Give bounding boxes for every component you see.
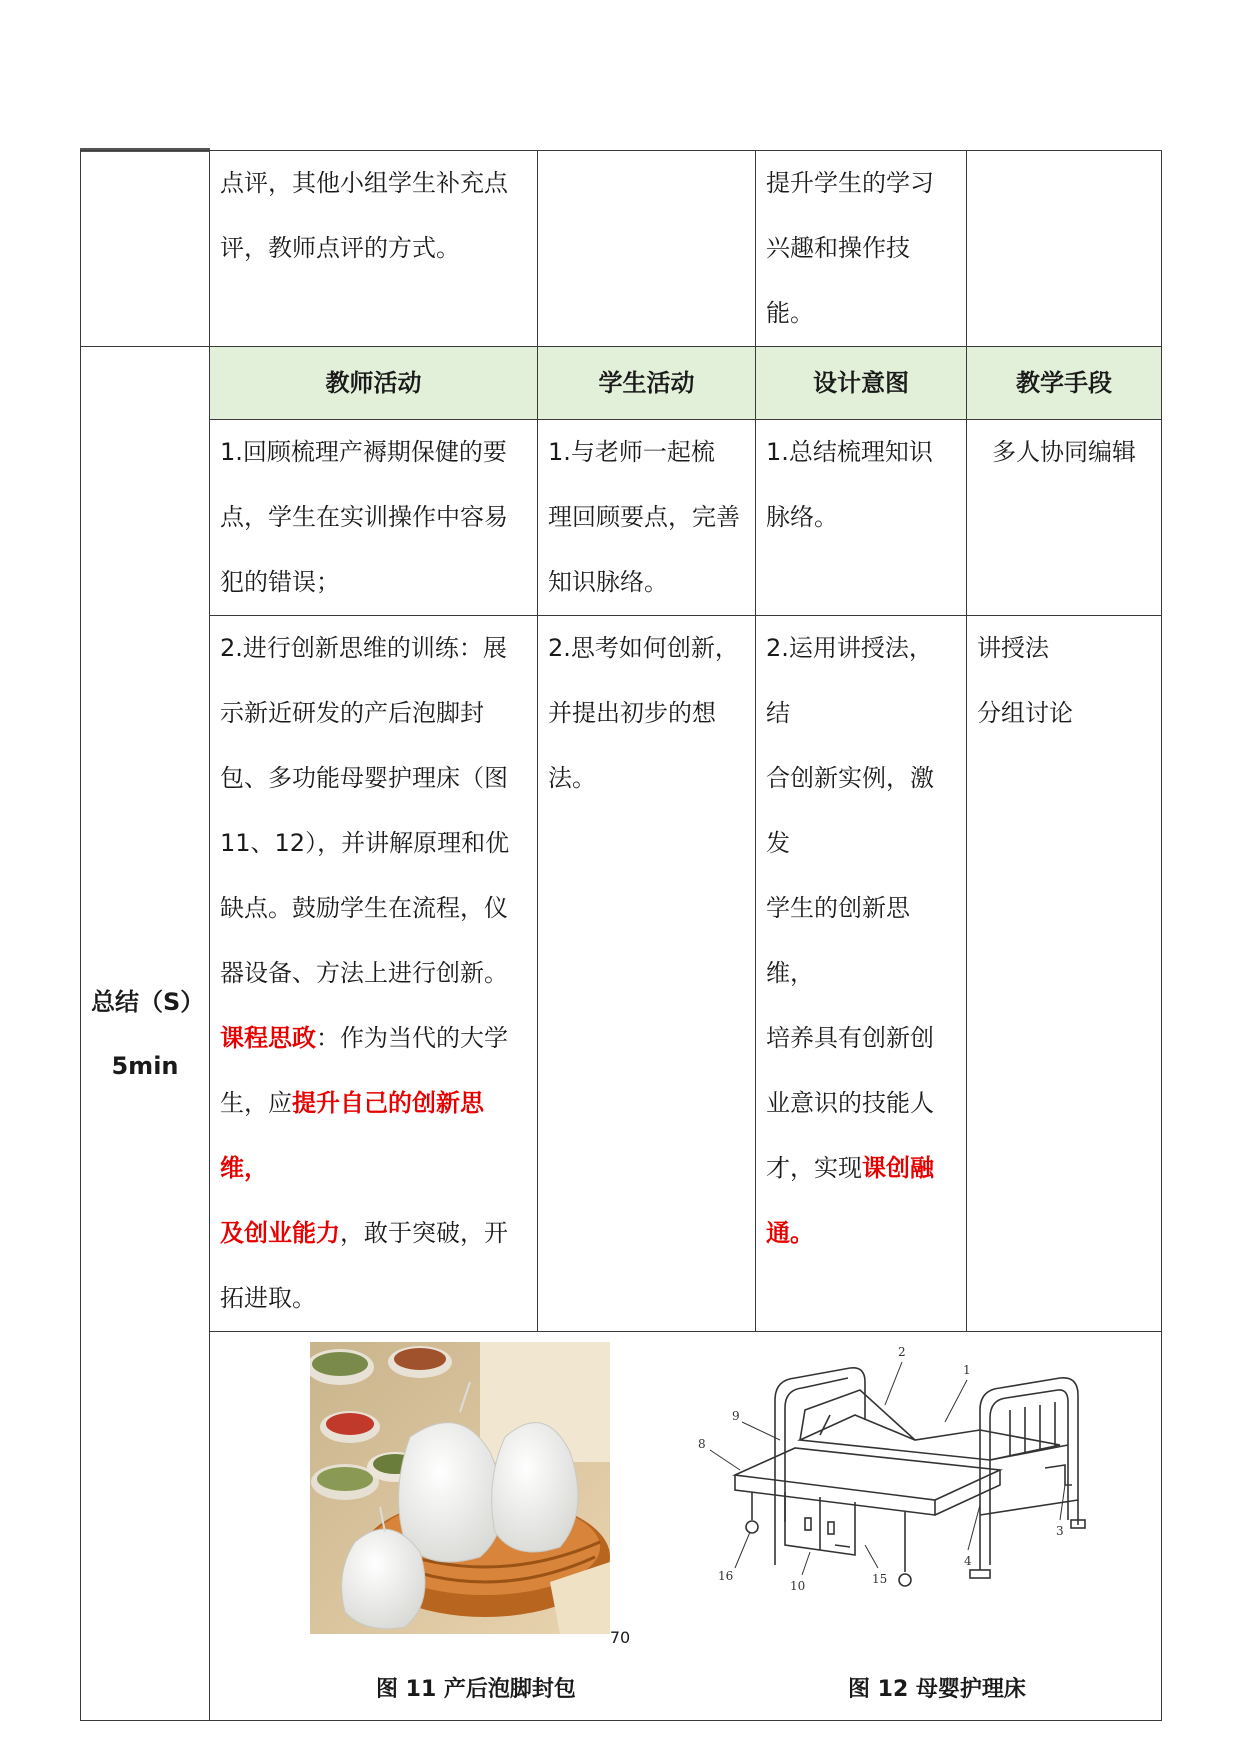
- bed-label-2: 2: [898, 1345, 906, 1359]
- table-row: [81, 420, 1162, 616]
- text-line: 法。: [548, 764, 596, 792]
- text-line: [220, 1201, 527, 1266]
- text-line: 犯的错误；: [220, 568, 340, 596]
- stage-duration: 5min: [111, 1051, 179, 1080]
- header-teaching-means: 教学手段: [967, 347, 1162, 420]
- text-line: 器设备、方法上进行创新。: [220, 959, 508, 987]
- table-row: [81, 151, 1162, 347]
- teaching-means-cell: [967, 151, 1162, 347]
- text-line: [220, 1071, 527, 1201]
- text-span: 生，应: [220, 1089, 292, 1117]
- text-line: 讲授法: [977, 634, 1049, 662]
- text-line: 知识脉络。: [548, 568, 668, 596]
- text-line: 缺点。鼓励学生在流程，仪: [220, 894, 508, 922]
- care-bed-diagram: [680, 1340, 1150, 1640]
- text-line: 多人协同编辑: [992, 438, 1136, 466]
- page-number: 70: [609, 1628, 631, 1647]
- text-line: 2.运用讲授法，结: [766, 634, 933, 727]
- text-line: 合创新实例，激发: [766, 764, 934, 857]
- bed-label-16: 16: [718, 1569, 734, 1583]
- text-line: 点评，其他小组学生补充点: [220, 169, 508, 197]
- stage-name: 总结（S）: [91, 987, 205, 1016]
- text-line: 脉络。: [766, 503, 838, 531]
- figures-row: [81, 1332, 1162, 1721]
- stage-cell-empty: [81, 151, 210, 347]
- foot-soak-bag-photo: [310, 1342, 610, 1634]
- text-line: [220, 1006, 527, 1071]
- text-line: 1.总结梳理知识: [766, 438, 933, 466]
- design-intent-cell: [756, 420, 967, 616]
- header-student-activity: 学生活动: [538, 347, 756, 420]
- header-design-intent: 设计意图: [756, 347, 967, 420]
- bed-label-1: 1: [963, 1363, 971, 1377]
- text-line: 1.回顾梳理产褥期保健的要: [220, 438, 507, 466]
- text-line: 并提出初步的想: [548, 699, 716, 727]
- design-intent-cell: [756, 151, 967, 347]
- teacher-activity-cell: [210, 616, 538, 1332]
- text-line: 兴趣和操作技能。: [766, 234, 910, 327]
- text-line: 培养具有创新创: [766, 1024, 934, 1052]
- text-line: 示新近研发的产后泡脚封: [220, 699, 484, 727]
- stage-cell: [81, 347, 210, 1721]
- teacher-activity-cell: [210, 420, 538, 616]
- text-line: 学生的创新思维，: [766, 894, 910, 987]
- header-teacher-activity: 教师活动: [210, 347, 538, 420]
- student-activity-cell: [538, 616, 756, 1332]
- design-intent-cell: [756, 616, 967, 1332]
- emphasis-text: 及创业能力: [220, 1219, 340, 1247]
- table-header-row: [81, 347, 1162, 420]
- bed-label-8: 8: [698, 1437, 706, 1451]
- text-line: 1.与老师一起梳: [548, 438, 715, 466]
- emphasis-text: 通。: [766, 1219, 814, 1247]
- bed-label-9: 9: [732, 1409, 740, 1423]
- text-line: 业意识的技能人: [766, 1089, 934, 1117]
- emphasis-text: 提升自己的创新思维，: [220, 1089, 484, 1182]
- text-line: 2.进行创新思维的训练：展: [220, 634, 507, 662]
- emphasis-text: 课创融: [862, 1154, 934, 1182]
- table-row: [81, 616, 1162, 1332]
- ideology-label: 课程思政: [220, 1024, 316, 1052]
- text-line: [766, 1136, 956, 1201]
- teaching-means-cell: [967, 616, 1162, 1332]
- text-line: 点，学生在实训操作中容易: [220, 503, 508, 531]
- lesson-plan-table: [80, 150, 1162, 1721]
- text-span: 才，实现: [766, 1154, 862, 1182]
- figures-cell: [210, 1332, 1162, 1721]
- bed-label-4: 4: [964, 1554, 972, 1568]
- teaching-means-cell: [967, 420, 1162, 616]
- text-line: 提升学生的学习: [766, 169, 934, 197]
- text-line: 包、多功能母婴护理床（图: [220, 764, 508, 792]
- text-line: 11、12），并讲解原理和优: [220, 829, 510, 857]
- student-activity-cell: [538, 420, 756, 616]
- text-span: ，敢于突破，开: [340, 1219, 508, 1247]
- text-span: ：作为当代的大学: [316, 1024, 508, 1052]
- teacher-activity-cell: [210, 151, 538, 347]
- student-activity-cell: [538, 151, 756, 347]
- figure-12-caption: 图 12 母婴护理床: [848, 1677, 1026, 1702]
- text-line: 2.思考如何创新，: [548, 634, 739, 662]
- bed-label-10: 10: [790, 1579, 806, 1593]
- bed-label-3: 3: [1056, 1524, 1064, 1538]
- figure-11-caption: 图 11 产后泡脚封包: [376, 1677, 576, 1702]
- text-line: 拓进取。: [220, 1284, 316, 1312]
- bed-label-15: 15: [872, 1572, 888, 1586]
- text-line: 理回顾要点，完善: [548, 503, 740, 531]
- text-line: 分组讨论: [977, 699, 1073, 727]
- text-line: 评，教师点评的方式。: [220, 234, 460, 262]
